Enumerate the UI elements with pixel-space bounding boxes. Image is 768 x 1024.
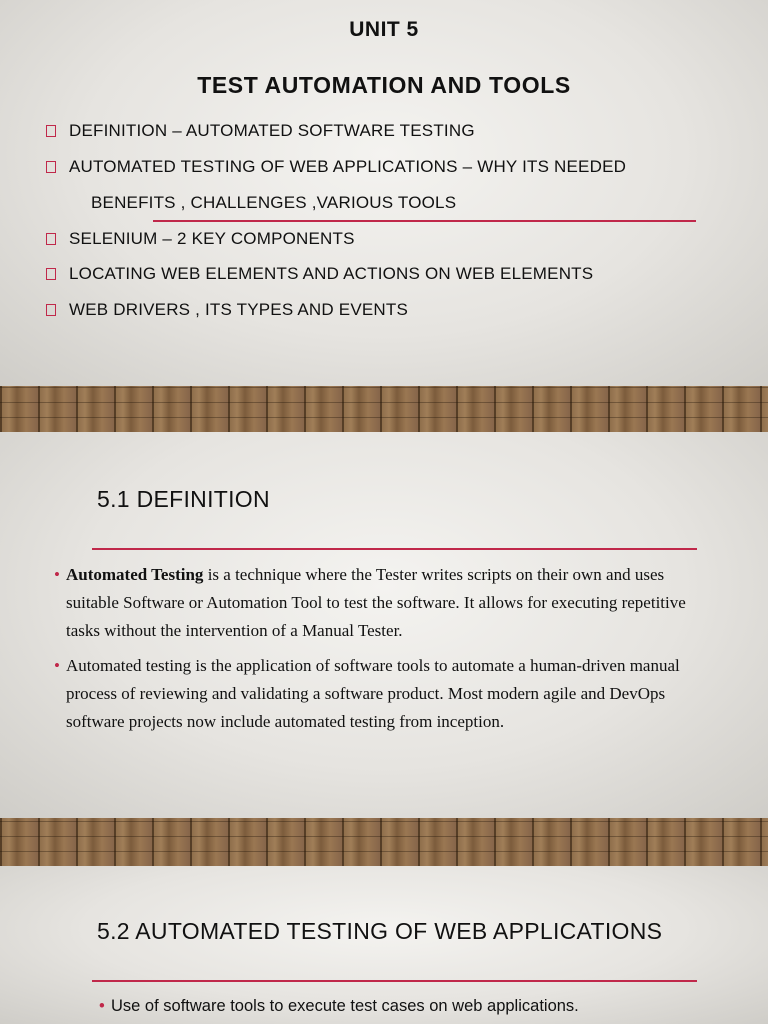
slide-web-applications <box>0 866 768 1024</box>
wood-floor-divider <box>0 386 768 432</box>
bullet-dot-icon: • <box>99 997 105 1015</box>
definition-paragraph <box>54 561 716 645</box>
slide-unit-overview <box>0 0 768 386</box>
topic-label: SELENIUM – 2 KEY COMPONENTS <box>69 229 355 248</box>
bullet-text: Use of software tools to execute test cases on web applications. <box>111 997 579 1015</box>
bullet-item <box>99 997 579 1016</box>
topic-label: AUTOMATED TESTING OF WEB APPLICATIONS – WHY ITS NEEDED <box>69 157 627 176</box>
unit-title: UNIT 5 <box>349 18 419 41</box>
bullet-dot-icon: • <box>54 656 60 675</box>
square-bullet-icon <box>46 304 56 316</box>
term-bold: Automated Testing <box>66 565 204 584</box>
topic-item <box>46 121 475 141</box>
topic-item <box>46 229 355 249</box>
topic-subitem <box>91 193 456 213</box>
slide-definition <box>0 432 768 818</box>
topic-item <box>46 157 626 177</box>
square-bullet-icon <box>46 233 56 245</box>
topic-label: DEFINITION – AUTOMATED SOFTWARE TESTING <box>69 121 475 140</box>
section-title: 5.1 DEFINITION <box>97 486 270 512</box>
slide-title: TEST AUTOMATION AND TOOLS <box>197 72 571 98</box>
square-bullet-icon <box>46 125 56 137</box>
bullet-dot-icon: • <box>54 565 60 584</box>
accent-divider <box>92 980 697 982</box>
definition-paragraph <box>54 652 716 736</box>
topic-label: WEB DRIVERS , ITS TYPES AND EVENTS <box>69 300 409 319</box>
topic-item <box>46 300 408 320</box>
topic-item <box>46 264 593 284</box>
square-bullet-icon <box>46 268 56 280</box>
paragraph-text: Automated testing is the application of software tools to automate a human-driven manual process of reviewing and validating a software product. Most modern agile and DevOps software projects now include automated testing from inception. <box>66 656 680 731</box>
wood-floor-divider <box>0 818 768 866</box>
topic-label: LOCATING WEB ELEMENTS AND ACTIONS ON WEB ELEMENTS <box>69 264 594 283</box>
accent-divider <box>92 548 697 550</box>
paragraph-text: is a technique where the Tester writes scripts on their own and uses suitable Software or Automation Tool to test the software. It allows for executing repetitive tasks without the intervention of a Manual Tester. <box>66 565 686 640</box>
section-title: 5.2 AUTOMATED TESTING OF WEB APPLICATIONS <box>97 918 663 944</box>
square-bullet-icon <box>46 161 56 173</box>
topic-label: BENEFITS , CHALLENGES ,VARIOUS TOOLS <box>91 193 457 212</box>
accent-divider <box>153 220 696 222</box>
